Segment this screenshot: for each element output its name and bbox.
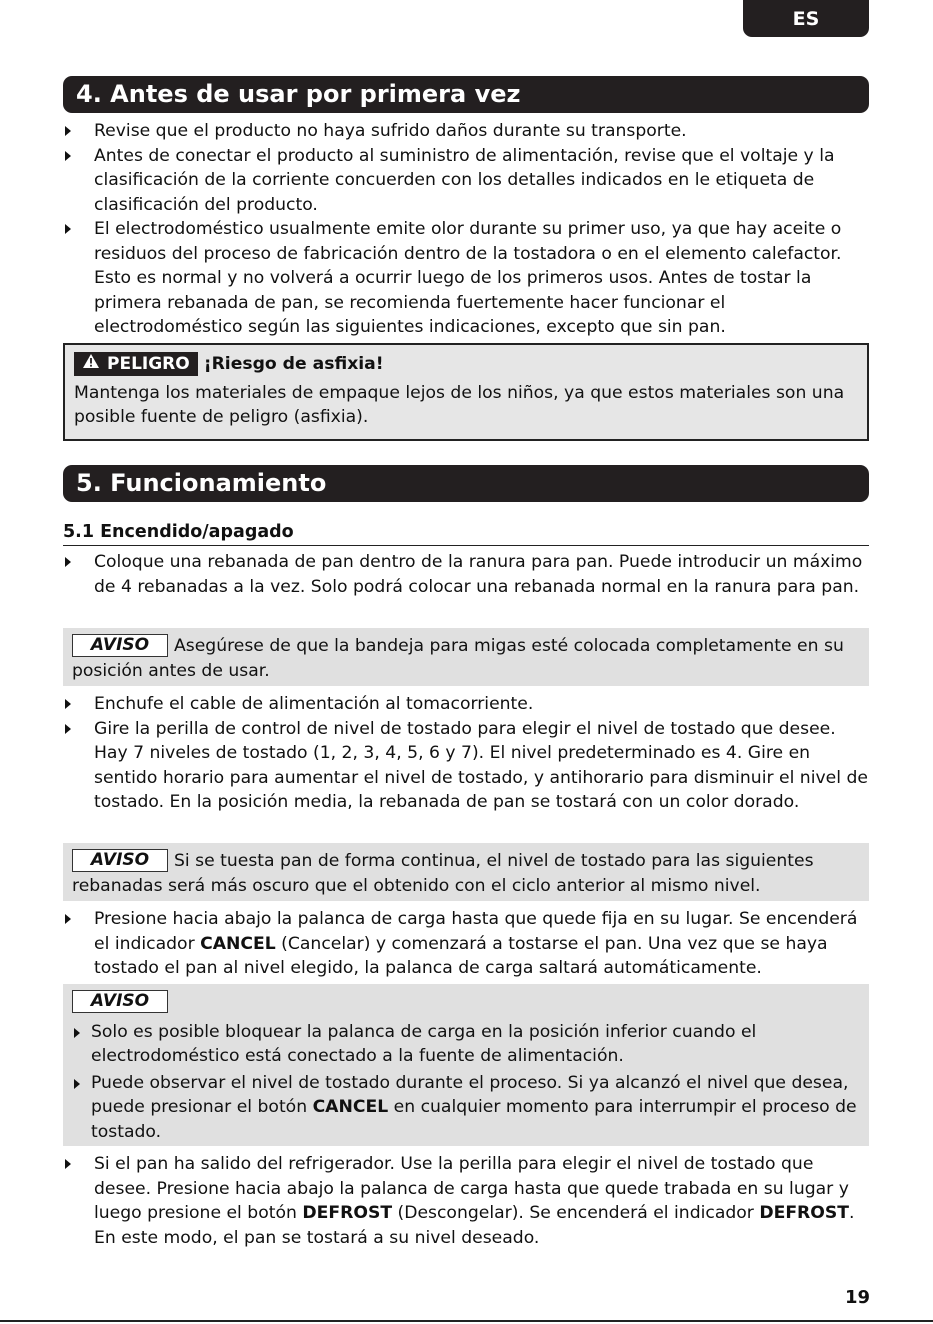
notice-box-2: [63, 843, 869, 901]
list-item: Si el pan ha salido del refrigerador. Use la perilla para elegir el nivel de tostado que desee. Presione hacia abajo la palanca de carga hasta que quede trabada en su lugar y luego presione el botón DEFROST (Descongelar). Se encenderá el indicador DEFROST. En este modo, el pan se tostará a su nivel deseado.: [63, 1152, 873, 1250]
notice-tag: AVISO: [72, 990, 168, 1013]
section-5-list-2: [63, 692, 873, 815]
list-item: Enchufe el cable de alimentación al tomacorriente.: [63, 692, 873, 717]
section-4-list: [63, 119, 873, 340]
danger-title: ¡Riesgo de asfixia!: [203, 354, 384, 374]
section-5-list-3: [63, 907, 873, 981]
section-5-list-1: [63, 550, 873, 599]
list-item: Presione hacia abajo la palanca de carga hasta que quede fija en su lugar. Se encenderá el indicador CANCEL (Cancelar) y comenzará a tostarse el pan. Una vez que se haya tostado el pan al nivel elegido, la palanca de carga saltará automáticamente.: [63, 907, 873, 981]
subsection-title: 5.1 Encendido/apagado: [63, 520, 869, 546]
notice-box-1: [63, 628, 869, 686]
notice-list-item: Solo es posible bloquear la palanca de carga en la posición inferior cuando el electrodoméstico está conectado a la fuente de alimentación.: [72, 1020, 861, 1069]
page-number: 19: [844, 1287, 870, 1308]
danger-box: [63, 343, 869, 441]
list-item: Coloque una rebanada de pan dentro de la ranura para pan. Puede introducir un máximo de 4 rebanadas a la vez. Solo podrá colocar una rebanada normal en la ranura para pan.: [63, 550, 873, 599]
warning-triangle-icon: [82, 352, 100, 377]
section-5-header: 5. Funcionamiento: [63, 465, 869, 502]
notice-list-item: Puede observar el nivel de tostado durante el proceso. Si ya alcanzó el nivel que desea, puede presionar el botón CANCEL en cualquier momento para interrumpir el proceso de tostado.: [72, 1071, 861, 1145]
notice-tag: AVISO: [72, 849, 168, 872]
notice-text: Asegúrese de que la bandeja para migas esté colocada completamente en su posición antes de usar.: [72, 636, 844, 681]
list-item: Gire la perilla de control de nivel de tostado para elegir el nivel de tostado que desee. Hay 7 niveles de tostado (1, 2, 3, 4, 5, 6 y 7). El nivel predeterminado es 4. Gire en sentido horario para aumentar el nivel de tostado, y antihorario para disminuir el nivel de tostado. En la posición media, la rebanada de pan se tostará con un color dorado.: [63, 717, 873, 815]
notice-tag: AVISO: [72, 634, 168, 657]
section-4-header: 4. Antes de usar por primera vez: [63, 76, 869, 113]
danger-label: PELIGRO: [107, 353, 190, 374]
danger-text: Mantenga los materiales de empaque lejos de los niños, ya que estos materiales son una posible fuente de peligro (asfixia).: [74, 382, 845, 427]
list-item: El electrodoméstico usualmente emite olor durante su primer uso, ya que hay aceite o residuos del proceso de fabricación dentro de la tostadora o en el elemento calefactor. Esto es normal y no volverá a ocurrir luego de los primeros usos. Antes de tostar la primera rebanada de pan, se recomienda fuertemente hacer funcionar el electrodoméstico según las siguientes indicaciones, excepto que sin pan.: [63, 217, 873, 340]
section-5-list-4: [63, 1152, 873, 1250]
language-badge: ES: [743, 0, 869, 37]
notice-box-3: [63, 984, 869, 1146]
list-item: Antes de conectar el producto al suministro de alimentación, revise que el voltaje y la clasificación de la corriente concuerden con los detalles indicados en le etiqueta de clasificación del producto.: [63, 144, 873, 218]
danger-tag: [74, 352, 198, 376]
list-item: Revise que el producto no haya sufrido daños durante su transporte.: [63, 119, 873, 144]
bottom-divider: [0, 1320, 933, 1322]
notice-text: Si se tuesta pan de forma continua, el nivel de tostado para las siguientes rebanadas será más oscuro que el obtenido con el ciclo anterior al mismo nivel.: [72, 851, 814, 896]
